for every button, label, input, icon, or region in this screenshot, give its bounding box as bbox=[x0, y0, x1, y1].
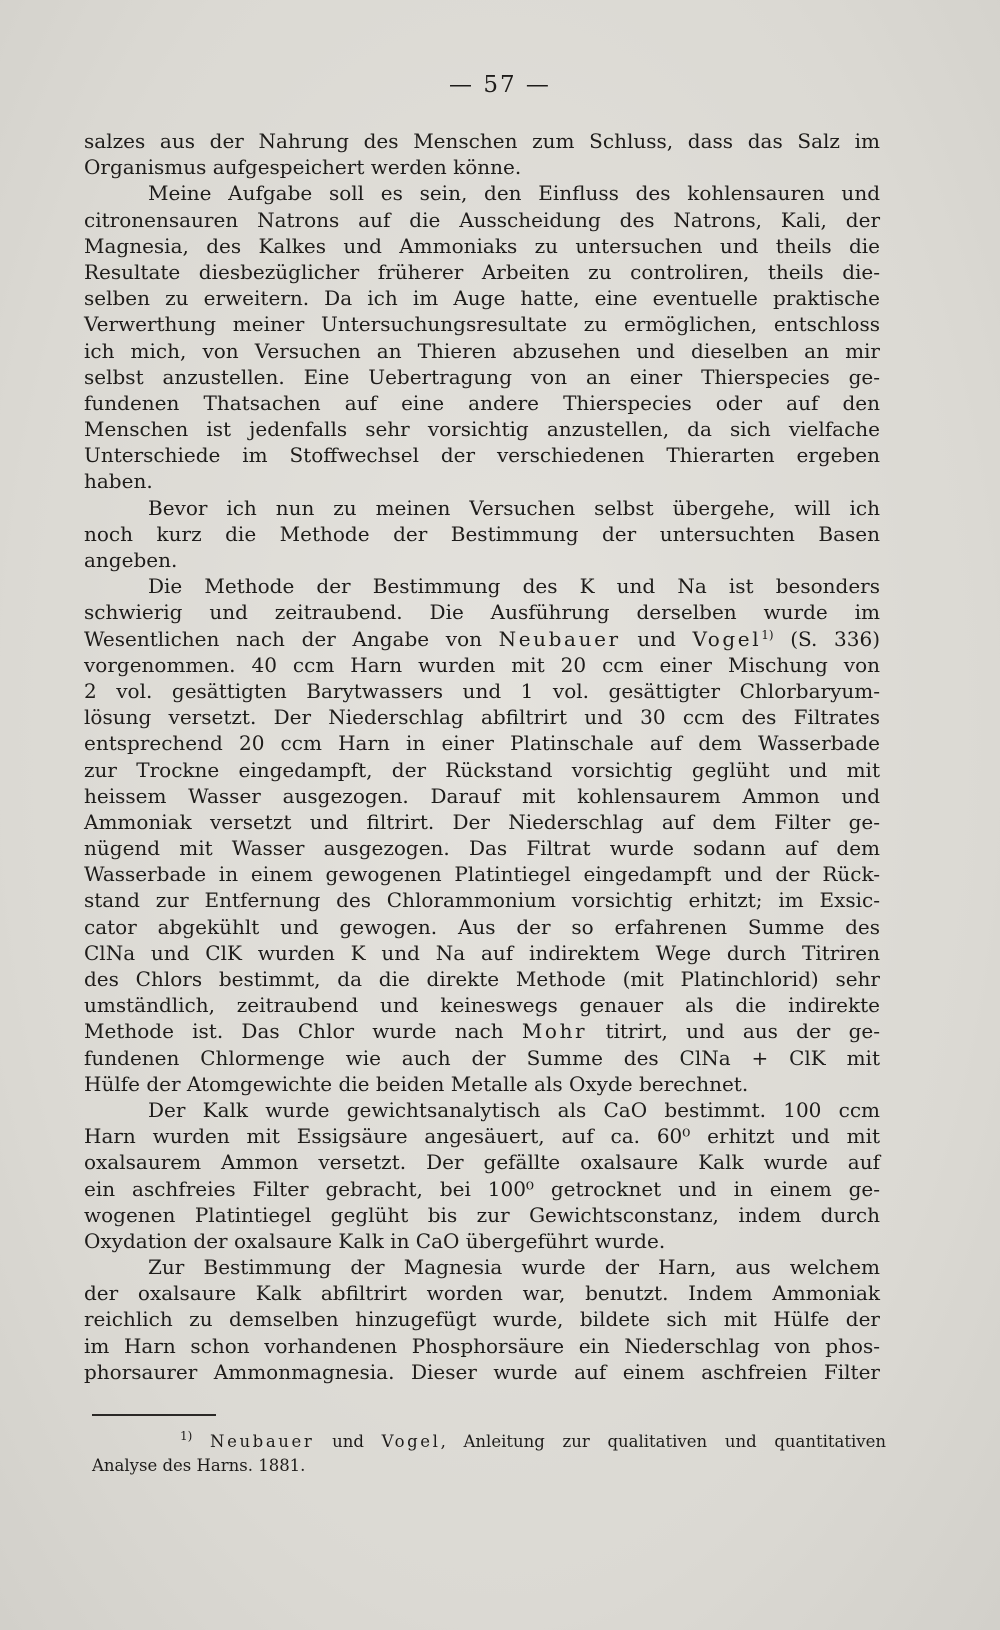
text-line: oxalsaurem Ammon versetzt. Der gefällte oxalsaure Kalk wurde auf bbox=[84, 1150, 880, 1175]
text-line: ein aschfreies Filter gebracht, bei 100⁰ getrocknet und in einem ge- bbox=[84, 1176, 880, 1201]
page-number: — 57 — bbox=[449, 72, 551, 98]
text-line: fundenen Chlormenge wie auch der Summe des ClNa + ClK mit bbox=[84, 1045, 880, 1070]
text-line: wogenen Platintiegel geglüht bis zur Gewichtsconstanz, indem durch bbox=[84, 1202, 880, 1227]
footnote-marker: 1) bbox=[180, 1429, 193, 1443]
text-line: nügend mit Wasser ausgezogen. Das Filtrat wurde sodann auf dem bbox=[84, 836, 880, 861]
text-line: noch kurz die Methode der Bestimmung der untersuchten Basen bbox=[84, 521, 880, 546]
text-line: vorgenommen. 40 ccm Harn wurden mit 20 ccm einer Mischung von bbox=[84, 652, 880, 677]
text-line: Oxydation der oxalsaure Kalk in CaO übergeführt wurde. bbox=[84, 1228, 666, 1253]
footnote-divider bbox=[92, 1414, 216, 1416]
text-line: fundenen Thatsachen auf eine andere Thierspecies oder auf den bbox=[84, 390, 880, 415]
author-name: Neubauer bbox=[498, 626, 621, 651]
text-line: Hülfe der Atomgewichte die beiden Metalle als Oxyde berechnet. bbox=[84, 1071, 749, 1096]
text-line-with-citation bbox=[84, 626, 880, 652]
text-line: selben zu erweitern. Da ich im Auge hatte, eine eventuelle praktische bbox=[84, 286, 880, 311]
author-name: Neubauer bbox=[210, 1432, 315, 1451]
text-segment: (S. 336) bbox=[773, 626, 880, 651]
text-line: Bevor ich nun zu meinen Versuchen selbst übergehe, will ich bbox=[148, 495, 880, 520]
footnote-marker: 1) bbox=[761, 627, 774, 642]
text-line: des Chlors bestimmt, da die direkte Methode (mit Platinchlorid) sehr bbox=[84, 967, 880, 991]
text-line: Harn wurden mit Essigsäure angesäuert, auf ca. 60⁰ erhitzt und mit bbox=[84, 1124, 880, 1149]
text-line: der oxalsaure Kalk abfiltrirt worden war, benutzt. Indem Ammoniak bbox=[84, 1281, 880, 1306]
footnote-line: Analyse des Harns. 1881. bbox=[92, 1456, 306, 1475]
text-line: angeben. bbox=[84, 548, 178, 572]
text-segment: Wesentlichen nach der Angabe von bbox=[84, 626, 499, 651]
text-segment bbox=[192, 1432, 210, 1451]
text-line: salzes aus der Nahrung des Menschen zum Schluss, dass das Salz im bbox=[84, 129, 880, 153]
footnote bbox=[92, 1430, 886, 1478]
text-line-with-citation bbox=[84, 1018, 880, 1044]
text-line: Der Kalk wurde gewichtsanalytisch als CaO bestimmt. 100 ccm bbox=[148, 1097, 880, 1122]
text-line: Verwerthung meiner Untersuchungsresultate zu ermöglichen, entschloss bbox=[84, 312, 880, 337]
text-segment: , Anleitung zur qualitativen und quantitativen bbox=[440, 1432, 887, 1451]
footnote-line bbox=[92, 1430, 886, 1454]
text-line: reichlich zu demselben hinzugefügt wurde, bildete sich mit Hülfe der bbox=[84, 1307, 880, 1332]
text-line: Die Methode der Bestimmung des K und Na ist besonders bbox=[148, 574, 880, 599]
text-line: Zur Bestimmung der Magnesia wurde der Harn, aus welchem bbox=[148, 1255, 880, 1280]
text-line: Resultate diesbezüglicher früherer Arbeiten zu controliren, theils die- bbox=[84, 259, 880, 284]
author-name: Vogel bbox=[692, 626, 762, 651]
text-line: 2 vol. gesättigten Barytwassers und 1 vol. gesättigter Chlorbaryum- bbox=[84, 678, 880, 703]
text-line: Meine Aufgabe soll es sein, den Einfluss des kohlensauren und bbox=[148, 181, 880, 206]
text-segment: Methode ist. Das Chlor wurde nach bbox=[84, 1019, 522, 1044]
text-line: Wasserbade in einem gewogenen Platintiegel eingedampft und der Rück- bbox=[84, 862, 880, 887]
text-line: im Harn schon vorhandenen Phosphorsäure ein Niederschlag von phos- bbox=[84, 1333, 880, 1358]
author-name: Mohr bbox=[521, 1019, 588, 1044]
text-line: Magnesia, des Kalkes und Ammoniaks zu untersuchen und theils die bbox=[84, 233, 880, 258]
text-line: Unterschiede im Stoffwechsel der verschiedenen Thierarten ergeben bbox=[84, 443, 880, 468]
text-line: Menschen ist jedenfalls sehr vorsichtig anzustellen, da sich vielfache bbox=[84, 417, 880, 442]
text-line: umständlich, zeitraubend und keineswegs genauer als die indirekte bbox=[84, 993, 880, 1018]
text-line: entsprechend 20 ccm Harn in einer Platinschale auf dem Wasserbade bbox=[84, 731, 880, 756]
author-name: Vogel bbox=[381, 1432, 441, 1451]
text-line: ClNa und ClK wurden K und Na auf indirektem Wege durch Titriren bbox=[84, 940, 880, 965]
text-segment: und bbox=[314, 1432, 382, 1451]
text-line: citronensauren Natrons auf die Ausscheidung des Natrons, Kali, der bbox=[84, 207, 880, 232]
text-line: stand zur Entfernung des Chlorammonium vorsichtig erhitzt; im Exsic- bbox=[84, 888, 880, 913]
text-line: zur Trockne eingedampft, der Rückstand vorsichtig geglüht und mit bbox=[84, 757, 880, 782]
text-line: lösung versetzt. Der Niederschlag abfiltrirt und 30 ccm des Filtrates bbox=[84, 705, 880, 730]
text-line: ich mich, von Versuchen an Thieren abzusehen und dieselben an mir bbox=[84, 338, 880, 363]
text-segment: und bbox=[620, 626, 693, 651]
text-line: heissem Wasser ausgezogen. Darauf mit kohlensaurem Ammon und bbox=[84, 783, 880, 808]
text-line: Organismus aufgespeichert werden könne. bbox=[84, 155, 522, 180]
text-line: haben. bbox=[84, 469, 153, 494]
text-segment: titrirt, und aus der ge- bbox=[587, 1019, 880, 1044]
text-line: schwierig und zeitraubend. Die Ausführung derselben wurde im bbox=[84, 600, 880, 625]
text-line: cator abgekühlt und gewogen. Aus der so erfahrenen Summe des bbox=[84, 914, 880, 939]
text-line: Ammoniak versetzt und filtrirt. Der Niederschlag auf dem Filter ge- bbox=[84, 809, 880, 834]
body-text bbox=[84, 128, 880, 1385]
text-line: phorsaurer Ammonmagnesia. Dieser wurde auf einem aschfreien Filter bbox=[84, 1359, 880, 1384]
text-line: selbst anzustellen. Eine Uebertragung von an einer Thierspecies ge- bbox=[84, 364, 880, 389]
